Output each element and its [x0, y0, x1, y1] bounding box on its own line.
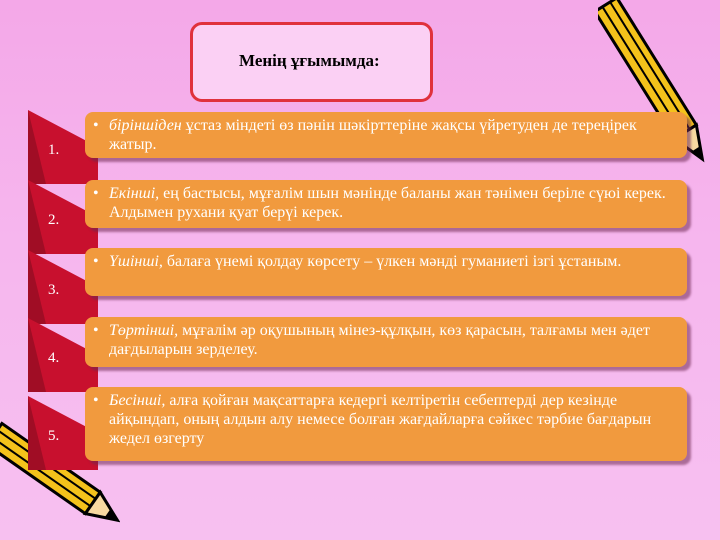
- list-item: [85, 248, 687, 296]
- marker-number: 5.: [48, 428, 60, 444]
- bullet: •: [93, 392, 99, 409]
- marker-number: 2.: [48, 212, 60, 228]
- item-lead: Екінші,: [109, 185, 160, 202]
- item-body: ең бастысы, мұғалім шын мәнінде баланы жан тәнімен беріле сүюі керек. Алдымен рухани қуат берүі керек.: [109, 185, 666, 221]
- bullet: •: [93, 253, 99, 270]
- marker-number: 1.: [48, 142, 60, 158]
- bullet: •: [93, 322, 99, 339]
- list-item: [85, 317, 687, 367]
- list-item-text: [93, 252, 681, 271]
- title-box: [190, 22, 433, 102]
- item-body: ұстаз міндеті өз пәнін шәкірттеріне жақсы үйретуден де тереңірек жатыр.: [109, 117, 637, 153]
- item-lead: Төртінші,: [109, 322, 179, 339]
- page-title: Менің ұғымымда:: [239, 51, 380, 70]
- item-lead: біріншіден: [109, 117, 182, 134]
- marker-number: 3.: [48, 282, 60, 298]
- marker-number: 4.: [48, 350, 60, 366]
- list-item-text: [93, 321, 681, 359]
- bullet: •: [93, 185, 99, 202]
- item-lead: Үшінші,: [109, 253, 163, 270]
- item-body: балаға үнемі қолдау көрсету – үлкен мәнді гуманиеті ізгі ұстаным.: [162, 253, 622, 270]
- list-item: [85, 387, 687, 461]
- list-item-text: [93, 116, 681, 154]
- item-body: алға қойған мақсаттарға кедергі келтіретін себептерді дер кезінде айқындап, оның алдын алу немесе болған жағдайларға сәйкес тәрбие бағдарын жедел өзгерту: [109, 392, 652, 447]
- item-body: мұғалім әр оқушының мінез-құлқын, көз қарасын, талғамы мен әдет дағдыларын зерделеу.: [109, 322, 650, 358]
- list-item-text: [93, 184, 681, 222]
- list-item: [85, 180, 687, 228]
- list-item: [85, 112, 687, 158]
- list-item-text: [93, 391, 681, 448]
- bullet: •: [93, 117, 99, 134]
- item-lead: Бесінші,: [109, 392, 166, 409]
